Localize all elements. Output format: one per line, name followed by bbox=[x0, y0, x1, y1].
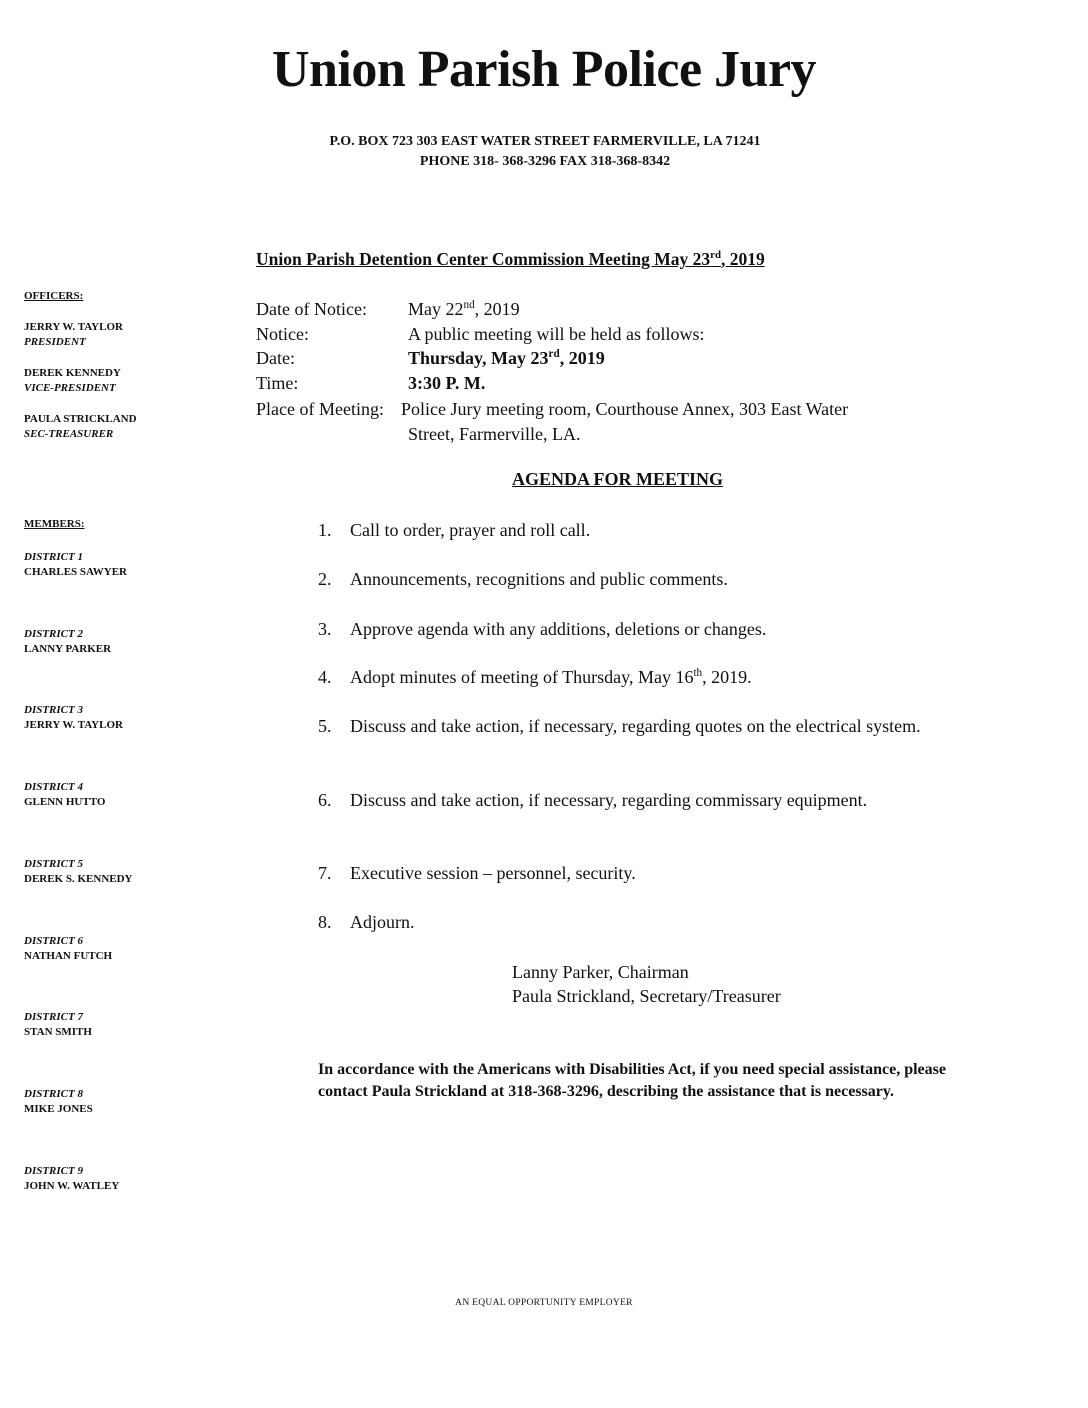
agenda-item-number: 5. bbox=[318, 716, 332, 736]
member-name: JOHN W. WATLEY bbox=[24, 1180, 120, 1192]
notice-label: Date: bbox=[256, 348, 295, 368]
member-district: DISTRICT 1 bbox=[24, 551, 83, 563]
agenda-item bbox=[318, 518, 968, 542]
agenda-item-number: 6. bbox=[318, 790, 332, 810]
organization-title: Union Parish Police Jury bbox=[271, 41, 817, 98]
member-entry bbox=[24, 703, 123, 733]
meeting-title-year: , 2019 bbox=[721, 249, 765, 269]
chairman-signature: Lanny Parker, Chairman bbox=[512, 962, 689, 982]
member-district: DISTRICT 9 bbox=[24, 1165, 83, 1177]
member-district: DISTRICT 4 bbox=[24, 781, 83, 793]
officer-role: VICE-PRESIDENT bbox=[24, 382, 116, 394]
agenda-item-text: Discuss and take action, if necessary, regarding commissary equipment. bbox=[350, 790, 868, 810]
agenda-item-text: Approve agenda with any additions, deletions or changes. bbox=[350, 619, 767, 639]
notice-value: A public meeting will be held as follows: bbox=[408, 324, 705, 344]
member-district: DISTRICT 3 bbox=[24, 704, 83, 716]
agenda-item-text-sup: th bbox=[693, 667, 703, 679]
agenda-item bbox=[318, 617, 968, 641]
agenda-item-number: 2. bbox=[318, 569, 332, 589]
notice-value: 3:30 P. M. bbox=[408, 373, 486, 393]
agenda-item bbox=[318, 861, 968, 885]
member-entry bbox=[24, 550, 127, 580]
agenda-item-text-main: Adopt minutes of meeting of Thursday, May 16 bbox=[350, 667, 694, 687]
agenda-item-text: Adjourn. bbox=[350, 912, 415, 932]
phone-line: PHONE 318- 368-3296 FAX 318-368-8342 bbox=[419, 154, 671, 169]
agenda-item-number: 1. bbox=[318, 520, 332, 540]
agenda-item-number: 3. bbox=[318, 619, 332, 639]
member-name: STAN SMITH bbox=[24, 1026, 92, 1038]
agenda-item-text: Call to order, prayer and roll call. bbox=[350, 520, 591, 540]
member-district: DISTRICT 2 bbox=[24, 628, 83, 640]
meeting-date-text: Thursday, May 23 bbox=[408, 348, 549, 368]
meeting-title-text: Union Parish Detention Center Commission Meeting May 23 bbox=[256, 249, 711, 269]
ada-notice: In accordance with the Americans with Disabilities Act, if you need special assistance, please contact Paula Strickland at 318-368-3296, describing the assistance that is necessary. bbox=[318, 1061, 946, 1100]
officer-entry bbox=[24, 366, 121, 396]
member-entry bbox=[24, 857, 133, 887]
officer-name: JERRY W. TAYLOR bbox=[24, 321, 123, 333]
signature-block bbox=[512, 960, 781, 1008]
agenda-item-number: 8. bbox=[318, 912, 332, 932]
agenda-item-text: Discuss and take action, if necessary, regarding quotes on the electrical system. bbox=[350, 716, 921, 736]
meeting-title-sup: rd bbox=[710, 249, 721, 262]
agenda-item-number: 4. bbox=[318, 667, 332, 687]
member-entry bbox=[24, 934, 112, 964]
meeting-date-year: , 2019 bbox=[559, 348, 605, 368]
member-entry bbox=[24, 1010, 92, 1040]
meeting-title bbox=[256, 249, 765, 270]
member-name: JERRY W. TAYLOR bbox=[24, 719, 123, 731]
secretary-signature: Paula Strickland, Secretary/Treasurer bbox=[512, 986, 781, 1006]
agenda-item bbox=[318, 714, 968, 738]
member-name: DEREK S. KENNEDY bbox=[24, 873, 133, 885]
agenda-heading: AGENDA FOR MEETING bbox=[512, 469, 724, 489]
notice-value bbox=[408, 347, 605, 369]
member-entry bbox=[24, 780, 105, 810]
notice-label: Place of Meeting: bbox=[256, 399, 384, 419]
officers-heading: OFFICERS: bbox=[24, 290, 84, 302]
member-district: DISTRICT 7 bbox=[24, 1011, 83, 1023]
notice-value bbox=[408, 298, 520, 320]
agenda-item-text: Announcements, recognitions and public comments. bbox=[350, 569, 728, 589]
officer-role: PRESIDENT bbox=[24, 336, 86, 348]
notice-row-place bbox=[256, 398, 849, 420]
notice-row-time bbox=[256, 372, 486, 394]
member-entry bbox=[24, 1087, 93, 1117]
member-district: DISTRICT 8 bbox=[24, 1088, 83, 1100]
notice-row-notice bbox=[256, 323, 705, 345]
notice-label: Date of Notice: bbox=[256, 299, 367, 319]
agenda-item bbox=[318, 665, 968, 689]
notice-row-date-of-notice bbox=[256, 298, 520, 320]
place-line-2: Street, Farmerville, LA. bbox=[408, 424, 581, 444]
member-district: DISTRICT 6 bbox=[24, 935, 83, 947]
agenda-item bbox=[318, 567, 968, 591]
officer-name: PAULA STRICKLAND bbox=[24, 413, 137, 425]
member-name: GLENN HUTTO bbox=[24, 796, 106, 808]
agenda-item-text-year: , 2019. bbox=[702, 667, 752, 687]
member-name: NATHAN FUTCH bbox=[24, 950, 113, 962]
members-heading: MEMBERS: bbox=[24, 518, 85, 530]
notice-label: Notice: bbox=[256, 324, 309, 344]
date-of-notice-sup: nd bbox=[463, 299, 475, 311]
officer-role: SEC-TREASURER bbox=[24, 428, 114, 440]
officer-entry bbox=[24, 320, 123, 350]
member-entry bbox=[24, 627, 111, 657]
member-name: LANNY PARKER bbox=[24, 643, 112, 655]
address-line: P.O. BOX 723 303 EAST WATER STREET FARMERVILLE, LA 71241 bbox=[329, 134, 761, 149]
officer-name: DEREK KENNEDY bbox=[24, 367, 121, 379]
meeting-date-sup: rd bbox=[548, 348, 560, 360]
agenda-item-number: 7. bbox=[318, 863, 332, 883]
notice-row-date bbox=[256, 347, 605, 369]
agenda-item-text bbox=[350, 665, 968, 689]
place-line-1: Police Jury meeting room, Courthouse Annex, 303 East Water bbox=[401, 399, 849, 419]
member-entry bbox=[24, 1164, 119, 1194]
letterhead-contact bbox=[230, 132, 860, 172]
officer-entry bbox=[24, 412, 137, 442]
footer-equal-opportunity: AN EQUAL OPPORTUNITY EMPLOYER bbox=[455, 1298, 633, 1308]
date-of-notice-year: , 2019 bbox=[474, 299, 520, 319]
member-name: CHARLES SAWYER bbox=[24, 566, 127, 578]
member-name: MIKE JONES bbox=[24, 1103, 93, 1115]
agenda-item bbox=[318, 788, 968, 812]
member-district: DISTRICT 5 bbox=[24, 858, 83, 870]
agenda-item-text: Executive session – personnel, security. bbox=[350, 863, 636, 883]
notice-label: Time: bbox=[256, 373, 299, 393]
date-of-notice-text: May 22 bbox=[408, 299, 464, 319]
agenda-item bbox=[318, 910, 968, 934]
